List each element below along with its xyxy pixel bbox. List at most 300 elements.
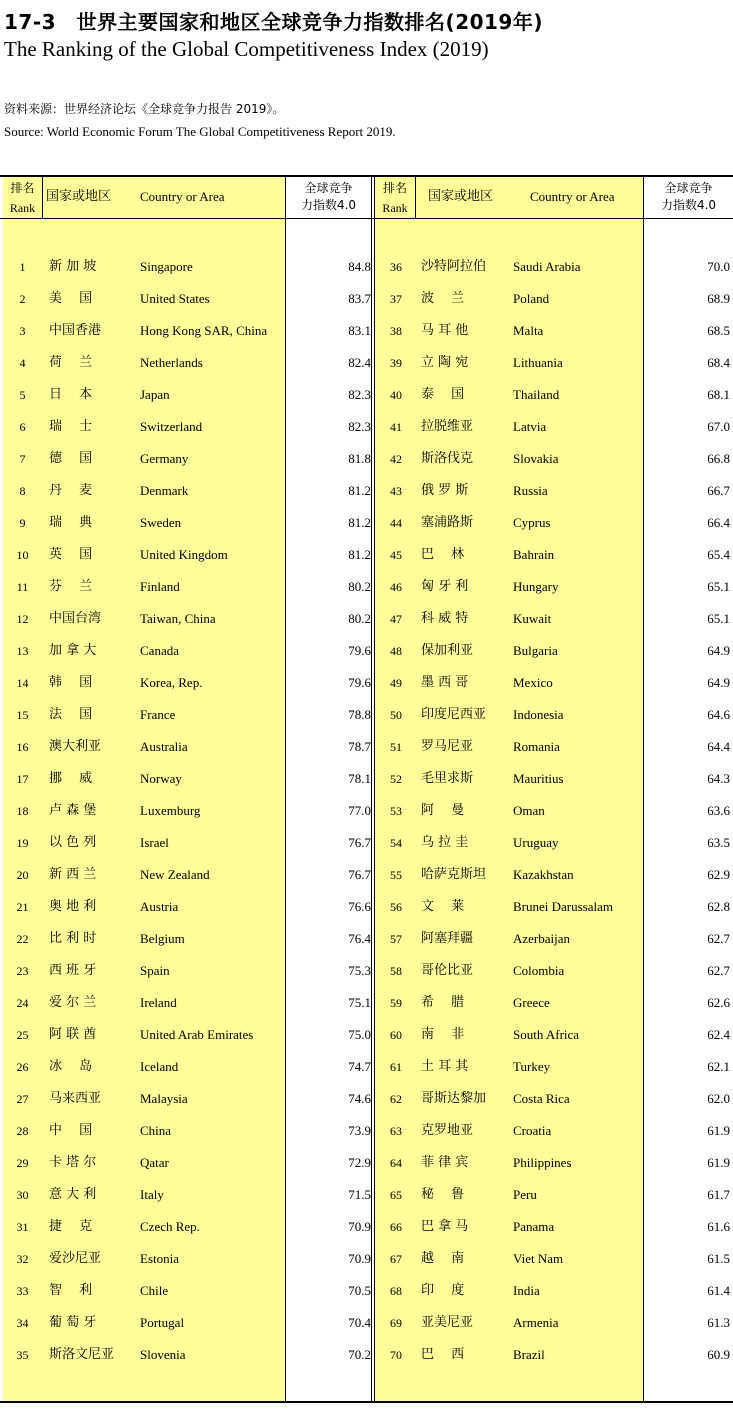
country-name-cn: 法 国 — [49, 707, 93, 722]
country-name-cn: 中国香港 — [49, 323, 102, 338]
column-divider — [415, 177, 416, 218]
country-name-cn: 卢 森 堡 — [49, 803, 97, 818]
score-cell: 81.8 — [348, 451, 371, 466]
rank-cell: 26 — [16, 1060, 29, 1074]
header-rule — [0, 218, 733, 219]
country-name-en: Cyprus — [513, 515, 551, 530]
country-name-en: Austria — [140, 899, 179, 914]
country-name-en: Hungary — [513, 579, 559, 594]
score-cell: 79.6 — [348, 675, 371, 690]
country-name-en: Russia — [513, 483, 548, 498]
country-name-cn: 美 国 — [49, 291, 93, 306]
country-name-en: Taiwan, China — [140, 611, 216, 626]
score-cell: 62.9 — [707, 867, 730, 882]
country-name-en: Norway — [140, 771, 182, 786]
country-name-en: Latvia — [513, 419, 547, 434]
rank-cell: 54 — [390, 836, 402, 850]
country-name-cn: 阿 联 酋 — [49, 1027, 97, 1042]
country-name-en: New Zealand — [140, 867, 210, 882]
country-name-en: Armenia — [513, 1315, 559, 1330]
score-cell: 61.9 — [707, 1123, 730, 1138]
country-name-cn: 芬 兰 — [49, 579, 93, 594]
country-name-en: Malta — [513, 323, 544, 338]
country-name-cn: 加 拿 大 — [49, 643, 97, 658]
score-cell: 64.3 — [707, 771, 730, 786]
country-name-cn: 越 南 — [421, 1251, 465, 1266]
country-name-en: Kazakhstan — [513, 867, 574, 882]
score-cell: 62.7 — [707, 931, 730, 946]
rank-cell: 65 — [390, 1188, 402, 1202]
rank-cell: 68 — [390, 1284, 402, 1298]
country-name-cn: 以 色 列 — [49, 835, 97, 850]
country-name-cn: 科 威 特 — [421, 611, 469, 626]
country-name-en: Mexico — [513, 675, 553, 690]
score-cell: 70.0 — [707, 259, 730, 274]
header-country-en: Country or Area — [140, 189, 225, 204]
score-cell: 62.1 — [707, 1059, 730, 1074]
rank-cell: 40 — [390, 388, 402, 402]
score-cell: 81.2 — [348, 547, 371, 562]
country-name-en: India — [513, 1283, 540, 1298]
country-name-cn: 波 兰 — [421, 291, 465, 306]
country-name-en: Thailand — [513, 387, 560, 402]
header-country-cn: 国家或地区 — [46, 189, 112, 204]
header-rank-en: Rank — [382, 201, 408, 215]
country-name-en: Croatia — [513, 1123, 552, 1138]
score-cell: 67.0 — [707, 419, 730, 434]
country-name-cn: 韩 国 — [49, 675, 93, 690]
country-name-cn: 丹 麦 — [49, 483, 93, 498]
score-cell: 61.7 — [707, 1187, 730, 1202]
score-cell: 76.7 — [348, 835, 371, 850]
score-cell: 83.7 — [348, 291, 371, 306]
score-cell: 64.6 — [707, 707, 730, 722]
country-name-en: Colombia — [513, 963, 565, 978]
country-name-en: Bulgaria — [513, 643, 558, 658]
rank-cell: 27 — [16, 1092, 29, 1106]
score-cell: 82.3 — [348, 387, 371, 402]
rank-cell: 12 — [16, 612, 29, 626]
rank-cell: 59 — [390, 996, 402, 1010]
country-name-cn: 英 国 — [49, 547, 93, 562]
country-name-en: Canada — [140, 643, 179, 658]
rank-cell: 69 — [390, 1316, 402, 1330]
country-name-en: Poland — [513, 291, 550, 306]
header-country-en: Country or Area — [530, 189, 615, 204]
country-name-en: Spain — [140, 963, 170, 978]
score-cell: 84.8 — [348, 259, 371, 274]
country-name-en: Ireland — [140, 995, 177, 1010]
country-name-en: United States — [140, 291, 210, 306]
rank-cell: 35 — [16, 1348, 29, 1362]
score-cell: 61.5 — [707, 1251, 730, 1266]
header-score-line2: 力指数4.0 — [300, 198, 357, 212]
rank-cell: 22 — [16, 932, 29, 946]
score-cell: 63.6 — [707, 803, 730, 818]
country-name-en: Portugal — [140, 1315, 185, 1330]
score-cell: 75.1 — [348, 995, 371, 1010]
header-rank-cn: 排名 — [10, 181, 35, 195]
header-country-cn: 国家或地区 — [428, 189, 494, 204]
country-name-cn: 文 莱 — [421, 899, 465, 914]
score-cell: 74.6 — [348, 1091, 371, 1106]
score-cell: 78.7 — [348, 739, 371, 754]
rank-cell: 36 — [390, 260, 402, 274]
country-name-cn: 克罗地亚 — [421, 1123, 474, 1138]
country-name-cn: 葡 萄 牙 — [49, 1315, 97, 1330]
country-name-cn: 巴 西 — [421, 1347, 465, 1362]
rank-cell: 48 — [390, 644, 402, 658]
rank-cell: 66 — [390, 1220, 402, 1234]
score-cell: 62.7 — [707, 963, 730, 978]
rank-cell: 5 — [19, 388, 26, 402]
score-cell: 71.5 — [348, 1187, 371, 1202]
country-name-cn: 荷 兰 — [49, 355, 93, 370]
score-cell: 77.0 — [348, 803, 371, 818]
rank-cell: 31 — [16, 1220, 29, 1234]
country-name-cn: 马 耳 他 — [421, 323, 469, 338]
rank-cell: 7 — [19, 452, 26, 466]
country-name-cn: 澳大利亚 — [49, 739, 102, 754]
country-name-en: Peru — [513, 1187, 537, 1202]
score-cell: 78.1 — [348, 771, 371, 786]
rank-cell: 57 — [390, 932, 402, 946]
rank-cell: 63 — [390, 1124, 402, 1138]
score-cell: 68.5 — [707, 323, 730, 338]
score-cell: 62.0 — [707, 1091, 730, 1106]
country-name-en: Netherlands — [140, 355, 203, 370]
score-cell: 72.9 — [348, 1155, 371, 1170]
rank-cell: 32 — [16, 1252, 29, 1266]
rank-cell: 50 — [390, 708, 402, 722]
rank-cell: 17 — [16, 772, 29, 786]
country-name-en: Sweden — [140, 515, 182, 530]
country-name-cn: 毛里求斯 — [421, 771, 474, 786]
rank-cell: 43 — [390, 484, 402, 498]
country-name-cn: 斯洛文尼亚 — [49, 1347, 115, 1362]
score-cell: 80.2 — [348, 611, 371, 626]
rank-cell: 13 — [16, 644, 29, 658]
rank-cell: 25 — [16, 1028, 29, 1042]
score-cell: 65.1 — [707, 611, 730, 626]
country-name-cn: 巴 拿 马 — [421, 1219, 469, 1234]
header-score-line2: 力指数4.0 — [660, 198, 717, 212]
country-name-cn: 爱 尔 兰 — [49, 995, 97, 1010]
country-name-cn: 阿 曼 — [421, 803, 465, 818]
score-cell: 62.6 — [707, 995, 730, 1010]
country-name-cn: 比 利 时 — [49, 931, 97, 946]
rank-cell: 21 — [16, 900, 29, 914]
rank-cell: 16 — [16, 740, 29, 754]
country-name-en: Uruguay — [513, 835, 559, 850]
score-cell: 81.2 — [348, 515, 371, 530]
rank-cell: 58 — [390, 964, 402, 978]
country-name-en: Slovakia — [513, 451, 559, 466]
country-name-en: Finland — [140, 579, 180, 594]
country-name-cn: 印 度 — [421, 1283, 465, 1298]
country-name-cn: 新 加 坡 — [49, 259, 97, 274]
country-name-cn: 哥斯达黎加 — [421, 1091, 487, 1106]
country-name-cn: 爱沙尼亚 — [49, 1251, 102, 1266]
country-name-cn: 哥伦比亚 — [421, 963, 474, 978]
country-name-en: Hong Kong SAR, China — [140, 323, 268, 338]
rank-cell: 19 — [16, 836, 29, 850]
country-name-en: Israel — [140, 835, 169, 850]
country-name-en: Chile — [140, 1283, 169, 1298]
country-name-en: Slovenia — [140, 1347, 186, 1362]
rank-cell: 53 — [390, 804, 402, 818]
country-name-en: Brazil — [513, 1347, 545, 1362]
country-name-cn: 希 腊 — [421, 995, 465, 1010]
source-note-en: Source: World Economic Forum The Global Competitiveness Report 2019. — [4, 124, 396, 139]
score-cell: 75.0 — [348, 1027, 371, 1042]
rank-cell: 45 — [390, 548, 402, 562]
country-name-cn: 西 班 牙 — [49, 963, 97, 978]
country-name-cn: 匈 牙 利 — [421, 579, 469, 594]
country-name-en: Greece — [513, 995, 550, 1010]
country-name-cn: 哈萨克斯坦 — [421, 867, 487, 882]
country-name-en: Oman — [513, 803, 545, 818]
country-name-en: Czech Rep. — [140, 1219, 200, 1234]
rank-cell: 30 — [16, 1188, 29, 1202]
country-name-cn: 立 陶 宛 — [421, 355, 469, 370]
country-name-cn: 捷 克 — [49, 1219, 93, 1234]
country-name-en: Mauritius — [513, 771, 564, 786]
score-cell: 62.8 — [707, 899, 730, 914]
country-name-en: Panama — [513, 1219, 555, 1234]
country-name-cn: 挪 威 — [49, 771, 93, 786]
rank-cell: 39 — [390, 356, 402, 370]
rank-cell: 8 — [19, 484, 26, 498]
country-name-cn: 泰 国 — [421, 387, 465, 402]
country-name-cn: 阿塞拜疆 — [421, 931, 474, 946]
rank-cell: 33 — [16, 1284, 29, 1298]
source-note-cn: 资料来源：世界经济论坛《全球竞争力报告 2019》。 — [4, 102, 285, 116]
score-cell: 70.9 — [348, 1251, 371, 1266]
score-cell: 79.6 — [348, 643, 371, 658]
rank-cell: 24 — [16, 996, 29, 1010]
rank-cell: 37 — [390, 292, 402, 306]
score-cell: 82.4 — [348, 355, 371, 370]
country-name-en: Malaysia — [140, 1091, 188, 1106]
score-cell: 83.1 — [348, 323, 371, 338]
country-name-cn: 冰 岛 — [49, 1059, 93, 1074]
score-cell: 66.7 — [707, 483, 730, 498]
rank-cell: 62 — [390, 1092, 402, 1106]
country-name-en: Iceland — [140, 1059, 179, 1074]
country-name-cn: 巴 林 — [421, 547, 465, 562]
score-cell: 76.4 — [348, 931, 371, 946]
rank-cell: 67 — [390, 1252, 402, 1266]
score-cell: 75.3 — [348, 963, 371, 978]
score-cell: 63.5 — [707, 835, 730, 850]
country-name-en: Korea, Rep. — [140, 675, 203, 690]
country-name-cn: 墨 西 哥 — [421, 675, 469, 690]
country-name-cn: 秘 鲁 — [421, 1187, 465, 1202]
country-name-en: Saudi Arabia — [513, 259, 581, 274]
country-name-cn: 南 非 — [421, 1027, 465, 1042]
country-name-en: United Arab Emirates — [140, 1027, 254, 1042]
country-name-cn: 印度尼西亚 — [421, 707, 487, 722]
country-name-en: South Africa — [513, 1027, 580, 1042]
score-cell: 78.8 — [348, 707, 371, 722]
country-name-cn: 日 本 — [49, 387, 93, 402]
header-score-line1: 全球竞争 — [664, 181, 713, 195]
score-cell: 64.9 — [707, 643, 730, 658]
country-name-en: United Kingdom — [140, 547, 228, 562]
country-name-en: Brunei Darussalam — [513, 899, 614, 914]
column-divider — [42, 177, 43, 218]
column-divider — [371, 177, 372, 1402]
rank-cell: 6 — [19, 420, 26, 434]
country-name-cn: 瑞 士 — [49, 419, 93, 434]
country-name-en: Turkey — [513, 1059, 551, 1074]
rank-cell: 49 — [390, 676, 402, 690]
score-cell: 70.9 — [348, 1219, 371, 1234]
country-name-cn: 新 西 兰 — [49, 867, 97, 882]
rank-cell: 41 — [390, 420, 402, 434]
country-name-cn: 菲 律 宾 — [421, 1155, 469, 1170]
country-name-cn: 卡 塔 尔 — [49, 1155, 97, 1170]
country-name-en: Costa Rica — [513, 1091, 570, 1106]
country-name-en: Lithuania — [513, 355, 563, 370]
rank-cell: 11 — [16, 580, 29, 594]
country-name-en: Australia — [140, 739, 188, 754]
score-cell: 70.5 — [348, 1283, 371, 1298]
rank-cell: 44 — [390, 516, 402, 530]
rank-cell: 42 — [390, 452, 402, 466]
score-cell: 80.2 — [348, 579, 371, 594]
score-cell: 60.9 — [707, 1347, 730, 1362]
rank-cell: 51 — [390, 740, 402, 754]
score-cell: 81.2 — [348, 483, 371, 498]
rank-cell: 10 — [16, 548, 29, 562]
country-name-cn: 土 耳 其 — [421, 1059, 469, 1074]
score-cell: 61.4 — [707, 1283, 730, 1298]
rank-cell: 61 — [390, 1060, 402, 1074]
rank-cell: 1 — [19, 260, 26, 274]
country-name-en: Switzerland — [140, 419, 203, 434]
country-name-en: Azerbaijan — [513, 931, 571, 946]
country-name-en: Italy — [140, 1187, 164, 1202]
header-rank-en: Rank — [9, 201, 36, 215]
country-name-cn: 乌 拉 圭 — [421, 835, 469, 850]
score-cell: 74.7 — [348, 1059, 371, 1074]
country-name-cn: 沙特阿拉伯 — [421, 259, 487, 274]
country-name-en: Germany — [140, 451, 189, 466]
country-name-en: France — [140, 707, 176, 722]
table-bottom-rule — [0, 1401, 733, 1403]
score-cell: 61.9 — [707, 1155, 730, 1170]
score-cell: 70.2 — [348, 1347, 371, 1362]
score-cell: 70.4 — [348, 1315, 371, 1330]
country-name-cn: 罗马尼亚 — [421, 739, 474, 754]
rank-cell: 70 — [390, 1348, 402, 1362]
rank-cell: 38 — [390, 324, 402, 338]
score-cell: 61.3 — [707, 1315, 730, 1330]
rank-cell: 2 — [19, 292, 26, 306]
table-top-rule — [0, 175, 733, 177]
country-name-cn: 瑞 典 — [49, 515, 93, 530]
rank-cell: 15 — [16, 708, 29, 722]
rank-cell: 9 — [19, 516, 26, 530]
country-name-cn: 保加利亚 — [421, 643, 474, 658]
score-cell: 73.9 — [348, 1123, 371, 1138]
rank-cell: 20 — [16, 868, 29, 882]
country-name-en: Denmark — [140, 483, 189, 498]
country-name-cn: 智 利 — [49, 1283, 93, 1298]
score-cell: 66.4 — [707, 515, 730, 530]
country-name-cn: 意 大 利 — [49, 1187, 97, 1202]
score-cell: 68.4 — [707, 355, 730, 370]
score-cell: 64.9 — [707, 675, 730, 690]
score-cell: 82.3 — [348, 419, 371, 434]
rank-cell: 34 — [16, 1316, 29, 1330]
country-name-en: Singapore — [140, 259, 193, 274]
rank-cell: 4 — [19, 356, 26, 370]
page-title-en: The Ranking of the Global Competitiveness Index (2019) — [4, 37, 489, 61]
score-cell: 64.4 — [707, 739, 730, 754]
country-name-en: China — [140, 1123, 172, 1138]
rank-cell: 29 — [16, 1156, 29, 1170]
rank-cell: 52 — [390, 772, 402, 786]
country-name-cn: 斯洛伐克 — [421, 451, 474, 466]
score-cell: 62.4 — [707, 1027, 730, 1042]
rank-cell: 60 — [390, 1028, 402, 1042]
rank-cell: 64 — [390, 1156, 402, 1170]
score-cell: 68.9 — [707, 291, 730, 306]
country-name-en: Luxemburg — [140, 803, 201, 818]
score-cell: 65.4 — [707, 547, 730, 562]
country-name-en: Qatar — [140, 1155, 169, 1170]
country-name-cn: 塞浦路斯 — [421, 515, 474, 530]
header-rank-cn: 排名 — [382, 181, 407, 195]
country-name-cn: 中 国 — [49, 1123, 93, 1138]
country-name-cn: 亚美尼亚 — [421, 1315, 474, 1330]
country-name-en: Japan — [140, 387, 170, 402]
country-name-en: Belgium — [140, 931, 185, 946]
rank-cell: 23 — [16, 964, 29, 978]
rank-cell: 46 — [390, 580, 402, 594]
score-cell: 66.8 — [707, 451, 730, 466]
score-cell: 68.1 — [707, 387, 730, 402]
country-name-cn: 俄 罗 斯 — [421, 483, 469, 498]
rank-cell: 18 — [16, 804, 29, 818]
country-name-cn: 德 国 — [49, 451, 93, 466]
country-name-en: Kuwait — [513, 611, 552, 626]
country-name-cn: 马来西亚 — [49, 1091, 102, 1106]
rank-cell: 28 — [16, 1124, 29, 1138]
rank-cell: 47 — [390, 612, 402, 626]
country-name-cn: 奥 地 利 — [49, 899, 97, 914]
country-name-en: Bahrain — [513, 547, 555, 562]
rank-cell: 3 — [19, 324, 26, 338]
country-name-en: Viet Nam — [513, 1251, 564, 1266]
header-score-line1: 全球竞争 — [304, 181, 353, 195]
score-cell: 61.6 — [707, 1219, 730, 1234]
score-cell: 76.6 — [348, 899, 371, 914]
country-name-en: Indonesia — [513, 707, 564, 722]
rank-cell: 56 — [390, 900, 402, 914]
country-name-cn: 拉脱维亚 — [421, 419, 474, 434]
rank-cell: 55 — [390, 868, 402, 882]
score-cell: 76.7 — [348, 867, 371, 882]
country-name-cn: 中国台湾 — [49, 611, 102, 626]
page-title-cn: 17-3 世界主要国家和地区全球竞争力指数排名(2019年) — [4, 10, 543, 34]
country-name-en: Romania — [513, 739, 560, 754]
country-name-en: Philippines — [513, 1155, 572, 1170]
rank-cell: 14 — [16, 676, 29, 690]
